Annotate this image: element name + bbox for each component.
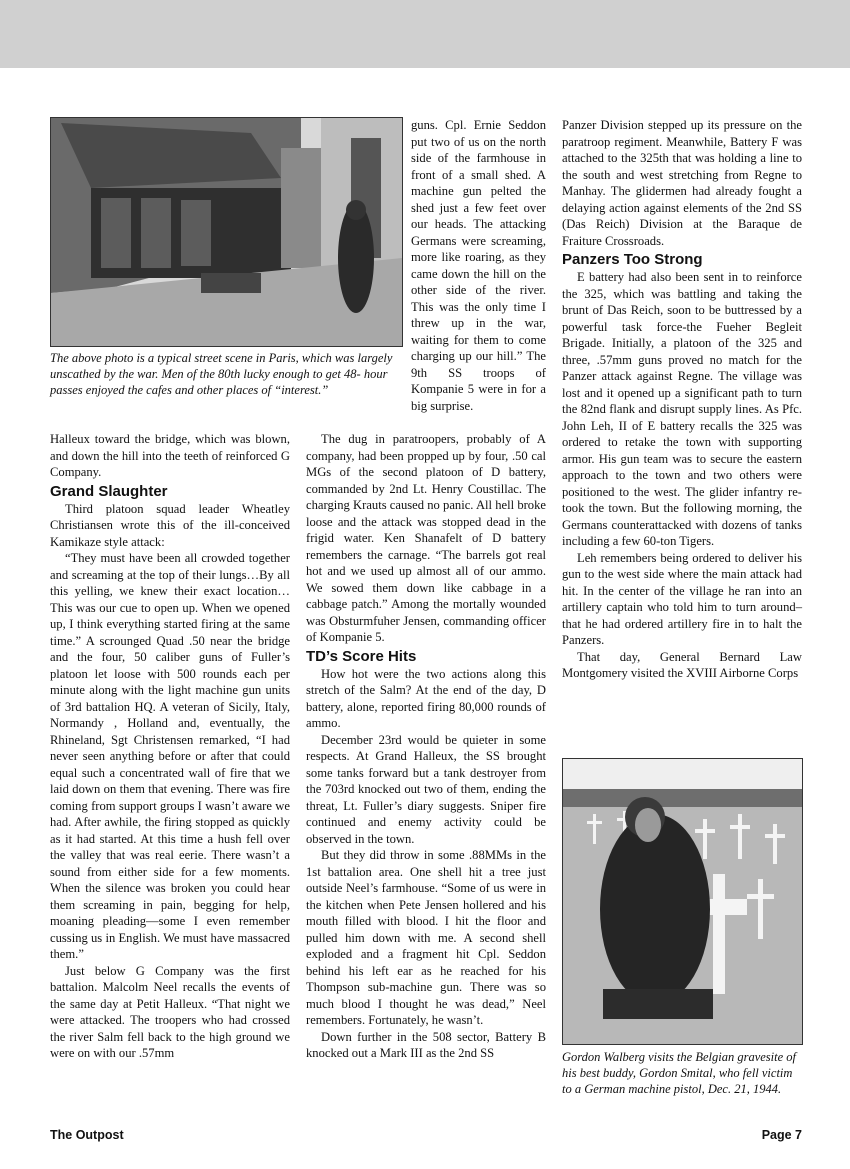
- gravesite-image: [563, 759, 802, 1044]
- paris-photo-caption: The above photo is a typical street scene in Paris, which was largely unscathed by the war. Men of the 80th lucky enough to get 48- hour passes enjoyed the cafes and other places of “interest.”: [50, 351, 393, 397]
- paris-street-photo: [50, 117, 403, 347]
- heading-panzers-too-strong: Panzers Too Strong: [562, 251, 703, 268]
- gravesite-photo: [562, 758, 803, 1045]
- footer-page-number: Page 7: [761, 1128, 802, 1142]
- col2-paragraph-2: The dug in paratroopers, probably of A company, had been propped up by four, .50 cal MGs of the second platoon of D battery, commanded by 2nd Lt. Henry Coustillac. The charging Krauts caused no panic. All hell broke loose and the attack was stopped dead in the frigid water. Ken Shanafelt of D battery remembers the carnage. “The barrels got real hot and we used up almost all of our ammo. We sowed them down like cabbage in a cabbage patch.” Among the mortally wounded was Obsturmfuher Jensen, commanding officer of Kompanie 5.: [306, 432, 546, 644]
- column-2-top: [411, 117, 546, 414]
- column-1: [50, 431, 290, 1062]
- gravesite-photo-caption: Gordon Walberg visits the Belgian gravesite of his best buddy, Gordon Smital, who fell victim to a German machine pistol, Dec. 21, 1944.: [562, 1050, 797, 1096]
- col2-paragraph-5: But they did throw in some .88MMs in the 1st battalion area. One shell hit a tree just outside Neel’s farmhouse. “Some of us were in the kitchen when Pete Jensen hollered and his mouth filled with blood. I hit the floor and pulled him down with me. A second shell exploded and a fragment hit Cpl. Seddon behind his left ear as he reached for his Thompson sub-machine gun. There was so much blood I thought he was dead,” Neel remembers. Fortunately, he wasn’t.: [306, 848, 546, 1027]
- col1-paragraph-3: “They must have been all crowded together and screaming at the top of their lungs…By all this yelling, we knew their exact location… This was our cue to open up. When we opened up, I think everything started firing at the same time.” A scrounged Quad .50 near the bridge and the four, 50 caliber guns of Fuller’s platoon let loose with 500 rounds each per minute along with the light machine gun units of 3rd battalion HQ. A veteran of Sicily, Italy, Normandy , Holland and, eventually, the Rhineland, Sgt Christensen remarked, “I had never seen anything before or after that could equal such a concentrated wall of fire that we laid down on them that evening. There was fire coming from support groups I wasn’t aware we had. After awhile, the firing stopped as quickly as it had started. At this time a hush fell over the valley that was real eerie. There wasn’t a sound from either side for a few moments. When the silence was broken you could hear them screaming in pain, begging for help, moaning pleading—some I even remember cussing us in English. We must have massacred them.”: [50, 551, 290, 961]
- col1-paragraph-2: Third platoon squad leader Wheatley Christiansen wrote this of the ill-conceived Kamikaze style attack:: [50, 501, 290, 549]
- scan-top-edge: [0, 0, 850, 69]
- col3-paragraph-1: Panzer Division stepped up its pressure on the paratroop regiment. Meanwhile, Battery F was attached to the 325th that was holding a line to the south and west stretching from Regne to Manhay. The glidermen had already fought a delaying action against elements of the 2nd SS (Das Reich) Division at the Baraque de Fraiture Crossroads.: [562, 118, 802, 248]
- heading-grand-slaughter: Grand Slaughter: [50, 482, 168, 500]
- col1-paragraph-1: Halleux toward the bridge, which was blown, and down the hill into the teeth of reinforced G Company.: [50, 432, 290, 479]
- col1-paragraph-4: Just below G Company was the first battalion. Malcolm Neel recalls the events of the same day at Petit Halleux. “That night we were attacked. The troopers who had crossed the river Salm fell back to the high ground we were on with our .57mm: [50, 963, 290, 1060]
- col3-paragraph-3: Leh remembers being ordered to deliver his gun to the west side where the main attack had hit. In the center of the village he ran into an artillery captain who told him to turn around– that he had ordered artillery fire in to halt the Panzers.: [562, 550, 802, 647]
- col3-paragraph-4: That day, General Bernard Law Montgomery visited the XVIII Airborne Corps: [562, 649, 802, 680]
- col2-paragraph-1: guns. Cpl. Ernie Seddon put two of us on the north side of the farmhouse in front of a small shed. A machine gun pelted the shed just a few feet over our heads. The attacking Germans were screaming, more like roaring, as they came down the hill on the other side of the river. This was the only time I threw up in the war, waiting for them to come charging up our hill.” The 9th SS troops of Kompanie 5 were in for a big surprise.: [411, 118, 546, 413]
- col3-paragraph-2: E battery had also been sent in to reinforce the 325, which was battling and taking the brunt of Das Reich, soon to be buttressed by a powerful task force-the Fueher Begleit Brigade. Initially, a platoon of the 325 and three, .57mm guns proved no match for the Panzer attack against Regne. The village was lost and it opened up a significant path to turn the 82nd flank and disrupt supply lines. As Pfc. John Leh, II of E battery recalls the 325 was ordered to retake the town with supporting armor. His gun team was to secure the eastern approach to the town and two others were positioned to the west. The glider infantry re-took the town. But the following morning, the Germans counterattacked with dozens of tanks including a few 60-ton Tigers.: [562, 270, 802, 548]
- col2-paragraph-4: December 23rd would be quieter in some respects. At Grand Halleux, the SS brought some tanks forward but a tank destroyer from the 703rd knocked out two of them, ending the threat, Lt. Fuller’s diary suggests. Sniper fire continued and enemy activity could be observed in the town.: [306, 732, 546, 846]
- heading-tds-score-hits: TD’s Score Hits: [306, 647, 417, 665]
- column-2: [306, 431, 546, 1062]
- col2-paragraph-6: Down further in the 508 sector, Battery B knocked out a Mark III as the 2nd SS: [306, 1029, 546, 1060]
- footer-publication-name: The Outpost: [50, 1128, 124, 1142]
- col2-paragraph-3: How hot were the two actions along this stretch of the Salm? At the end of the day, D battery, alone, reported firing 80,000 rounds of ammo.: [306, 666, 546, 730]
- street-scene-image: [51, 118, 402, 346]
- column-3: [562, 117, 802, 682]
